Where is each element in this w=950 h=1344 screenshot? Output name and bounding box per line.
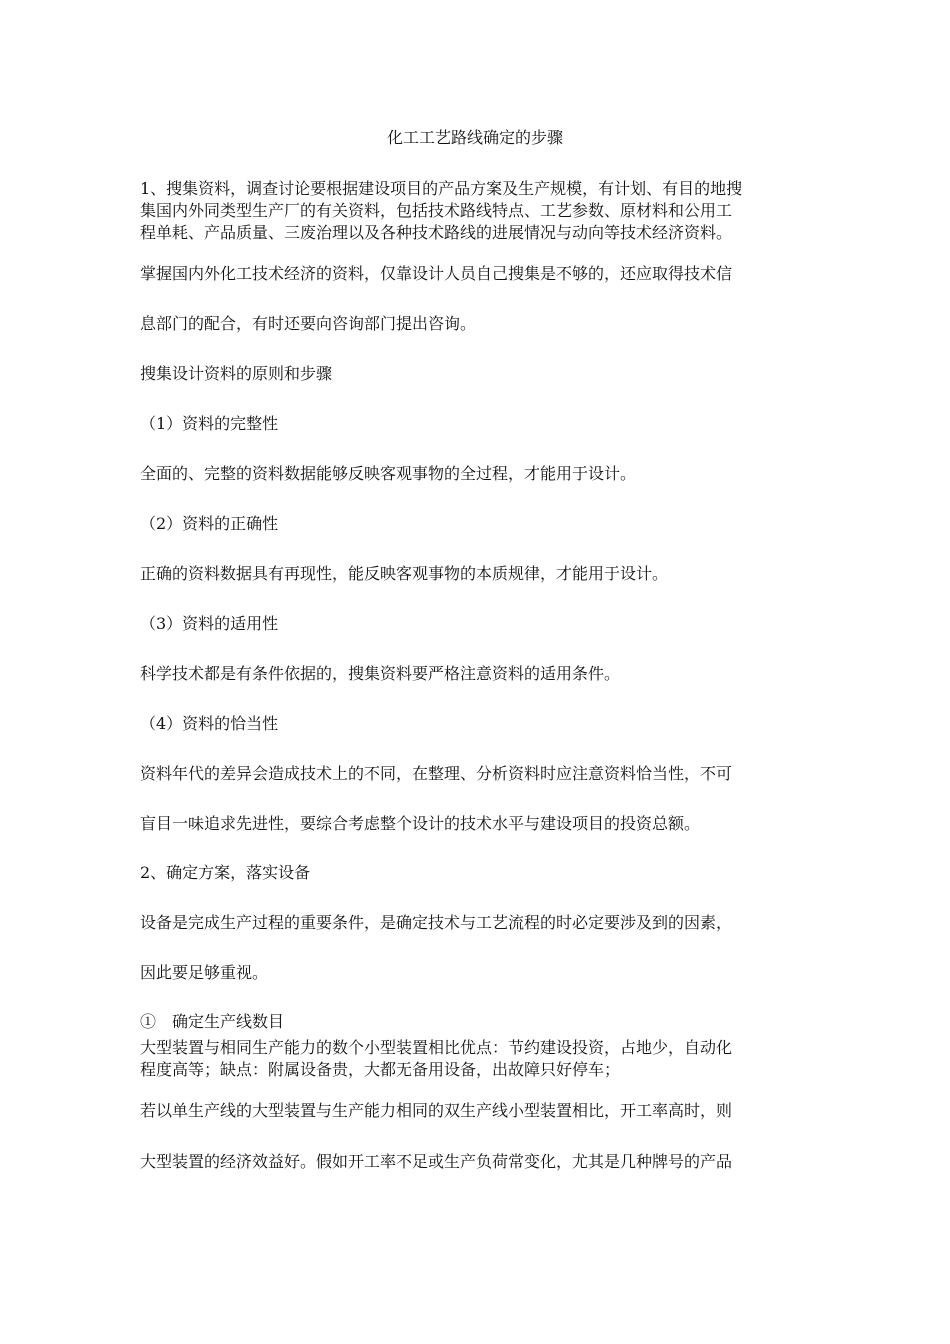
text-line: 科学技术都是有条件依据的，搜集资料要严格注意资料的适用条件。: [140, 664, 621, 683]
text-line: 集国内外同类型生产厂的有关资料，包括技术路线特点、工艺参数、原材料和公用工: [140, 201, 733, 220]
list-item-heading: [140, 713, 830, 735]
text-line: 1、搜集资料，调查讨论要根据建设项目的产品方案及生产规模，有计划、有目的地搜: [140, 179, 743, 198]
list-item-heading: [140, 513, 830, 535]
paragraph: [140, 563, 830, 585]
text-line: （3）资料的适用性: [140, 614, 279, 633]
paragraph: [140, 1037, 830, 1081]
paragraph-collect-data: [140, 178, 830, 244]
text-line: 资料年代的差异会造成技术上的不同，在整理、分析资料时应注意资料恰当性，不可: [140, 764, 733, 783]
list-item-heading: [140, 413, 830, 435]
text-line: 息部门的配合，有时还要向咨询部门提出咨询。: [140, 314, 477, 333]
text-line: 搜集设计资料的原则和步骤: [140, 364, 333, 383]
text-line: 程单耗、产品质量、三废治理以及各种技术路线的进展情况与动向等技术经济资料。: [140, 223, 733, 242]
text-line: 若以单生产线的大型装置与生产能力相同的双生产线小型装置相比，开工率高时，则: [140, 1101, 733, 1120]
paragraph: [140, 962, 830, 984]
text-line: 设备是完成生产过程的重要条件，是确定技术与工艺流程的时必定要涉及到的因素，: [140, 913, 733, 932]
text-line: 程度高等；缺点：附属设备贵，大都无备用设备，出故障只好停车；: [140, 1060, 621, 1079]
list-item-heading: [140, 613, 830, 635]
text-line: （1）资料的完整性: [140, 414, 279, 433]
section-heading: [140, 363, 830, 385]
document-title: 化工工艺路线确定的步骤: [386, 128, 563, 147]
section-heading: [140, 862, 830, 884]
paragraph: [140, 263, 830, 285]
text-line: 大型装置的经济效益好。假如开工率不足或生产负荷常变化，尤其是几种牌号的产品: [140, 1152, 733, 1171]
paragraph: [140, 313, 830, 335]
text-line: 盲目一味追求先进性，要综合考虑整个设计的技术水平与建设项目的投资总额。: [140, 814, 701, 833]
paragraph: [140, 1151, 830, 1173]
paragraph: [140, 1100, 830, 1122]
text-line: 因此要足够重视。: [140, 963, 269, 982]
text-line: 全面的、完整的资料数据能够反映客观事物的全过程，才能用于设计。: [140, 464, 637, 483]
paragraph: [140, 763, 830, 785]
text-line: 掌握国内外化工技术经济的资料，仅靠设计人员自己搜集是不够的，还应取得技术信: [140, 264, 733, 283]
text-line: 2、确定方案，落实设备: [140, 863, 311, 882]
paragraph: [140, 813, 830, 835]
list-item-heading: [140, 1011, 830, 1033]
text-line: ① 确定生产线数目: [140, 1012, 285, 1031]
text-line: 正确的资料数据具有再现性，能反映客观事物的本质规律，才能用于设计。: [140, 564, 669, 583]
paragraph: [140, 663, 830, 685]
text-line: （2）资料的正确性: [140, 514, 279, 533]
paragraph: [140, 912, 830, 934]
text-line: 大型装置与相同生产能力的数个小型装置相比优点：节约建设投资，占地少，自动化: [140, 1038, 733, 1057]
text-line: （4）资料的恰当性: [140, 714, 279, 733]
paragraph: [140, 463, 830, 485]
